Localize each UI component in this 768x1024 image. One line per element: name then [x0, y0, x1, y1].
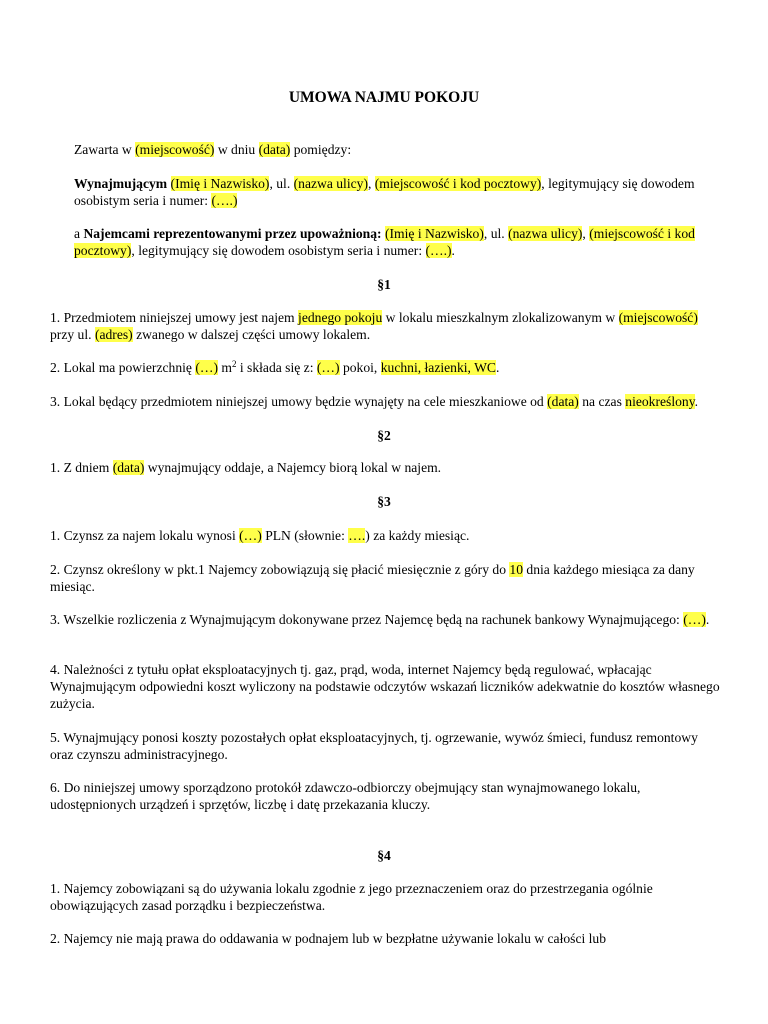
clause-1-1: 1. Przedmiotem niniejszej umowy jest najem jednego pokoju w lokalu mieszkalnym zlokalizowanym w (miejscowość) przy ul. (adres) zwanego w dalszej części umowy lokalem.: [50, 310, 698, 342]
intro-paragraph-tenants: a Najemcami reprezentowanymi przez upoważnioną: (Imię i Nazwisko), ul. (nazwa ulicy), (miejscowość i kod pocztowy), legitymujący się dowodem osobistym seria i numer: (….).: [74, 226, 695, 258]
placeholder-one-room: jednego pokoju: [298, 310, 383, 325]
section-heading-2: §2: [377, 428, 391, 443]
placeholder-facilities: kuchni, łazienki, WC: [380, 360, 496, 375]
placeholder-date: (data): [547, 394, 579, 409]
clause-3-3: 3. Wszelkie rozliczenia z Wynajmującym dokonywane przez Najemcę będą na rachunek bankowy Wynajmującego: (…).: [50, 612, 710, 627]
placeholder-date: (data): [258, 142, 291, 157]
placeholder-address: (adres): [94, 327, 133, 342]
document-title: UMOWA NAJMU POKOJU: [288, 89, 480, 106]
placeholder-place: (miejscowość): [135, 142, 215, 157]
clause-1-3: 3. Lokal będący przedmiotem niniejszej umowy będzie wynajęty na cele mieszkaniowe od (data) na czas nieokreślony.: [50, 394, 699, 409]
placeholder-term: nieokreślony: [625, 394, 695, 409]
clause-3-2: 2. Czynsz określony w pkt.1 Najemcy zobowiązują się płacić miesięcznie z góry do 10 dnia każdego miesiąca za dany miesiąc.: [50, 562, 695, 594]
placeholder-city-postcode: (miejscowość i kod pocztowy): [74, 226, 695, 258]
clause-3-6: 6. Do niniejszej umowy sporządzono protokół zdawczo-odbiorczy obejmujący stan wynajmowanego lokalu, udostępnionych urządzeń i sprzętów, liczbę i datę przekazania kluczy.: [50, 780, 641, 812]
clause-3-5: 5. Wynajmujący ponosi koszty pozostałych opłat eksploatacyjnych, tj. ogrzewanie, wywóz śmieci, fundusz remontowy oraz czynszu administracyjnego.: [50, 730, 698, 762]
clause-4-1: 1. Najemcy zobowiązani są do używania lokalu zgodnie z jego przeznaczeniem oraz do przestrzegania ogólnie obowiązujących zasad porządku i bezpieczeństwa.: [50, 881, 653, 913]
placeholder-street: (nazwa ulicy): [293, 176, 368, 191]
placeholder-place: (miejscowość): [618, 310, 698, 325]
placeholder-rent-amount: (…): [239, 528, 262, 543]
intro-paragraph-landlord: Wynajmującym (Imię i Nazwisko), ul. (nazwa ulicy), (miejscowość i kod pocztowy), legitymujący się dowodem osobistym seria i numer: (….): [74, 176, 695, 208]
landlord-label: Wynajmującym: [74, 176, 168, 191]
placeholder-rooms: (…): [316, 360, 340, 375]
clause-3-4: 4. Należności z tytułu opłat eksploatacyjnych tj. gaz, prąd, woda, internet Najemcy będą regulować, wpłacając Wynajmującym odpowiedni koszt wyliczony na podstawie odczytów wskazań liczników adekwatnie do kosztów własnego zużycia.: [50, 662, 720, 711]
section-heading-4: §4: [377, 848, 391, 863]
intro-paragraph-place-date: Zawarta w (miejscowość) w dniu (data) pomiędzy:: [74, 142, 352, 157]
placeholder-landlord-name: (Imię i Nazwisko): [170, 176, 270, 191]
tenants-label: Najemcami reprezentowanymi przez upoważnioną:: [83, 226, 382, 241]
clause-3-1: 1. Czynsz za najem lokalu wynosi (…) PLN (słownie: ….) za każdy miesiąc.: [50, 528, 470, 543]
clause-1-2: 2. Lokal ma powierzchnię (…) $m^2$ i składa się z: (…) pokoi, kuchni, łazienki, WC.: [50, 359, 500, 375]
placeholder-id-number: (….): [211, 193, 238, 208]
placeholder-bank-account: (…): [683, 612, 706, 627]
placeholder-date: (data): [112, 460, 145, 475]
placeholder-tenant-name: (Imię i Nazwisko): [384, 226, 484, 241]
placeholder-street: (nazwa ulicy): [508, 226, 583, 241]
placeholder-rent-words: ….: [348, 528, 366, 543]
placeholder-city-postcode: (miejscowość i kod pocztowy): [374, 176, 542, 191]
section-heading-3: §3: [377, 494, 391, 509]
clause-2-1: 1. Z dniem (data) wynajmujący oddaje, a Najemcy biorą lokal w najem.: [50, 460, 442, 475]
clause-4-2: 2. Najemcy nie mają prawa do oddawania w podnajem lub w bezpłatne używanie lokalu w całości lub: [50, 931, 607, 946]
section-heading-1: §1: [377, 277, 391, 292]
placeholder-id-number: (….): [425, 243, 452, 258]
placeholder-due-day: 10: [509, 562, 523, 577]
placeholder-area: (…): [195, 360, 218, 375]
